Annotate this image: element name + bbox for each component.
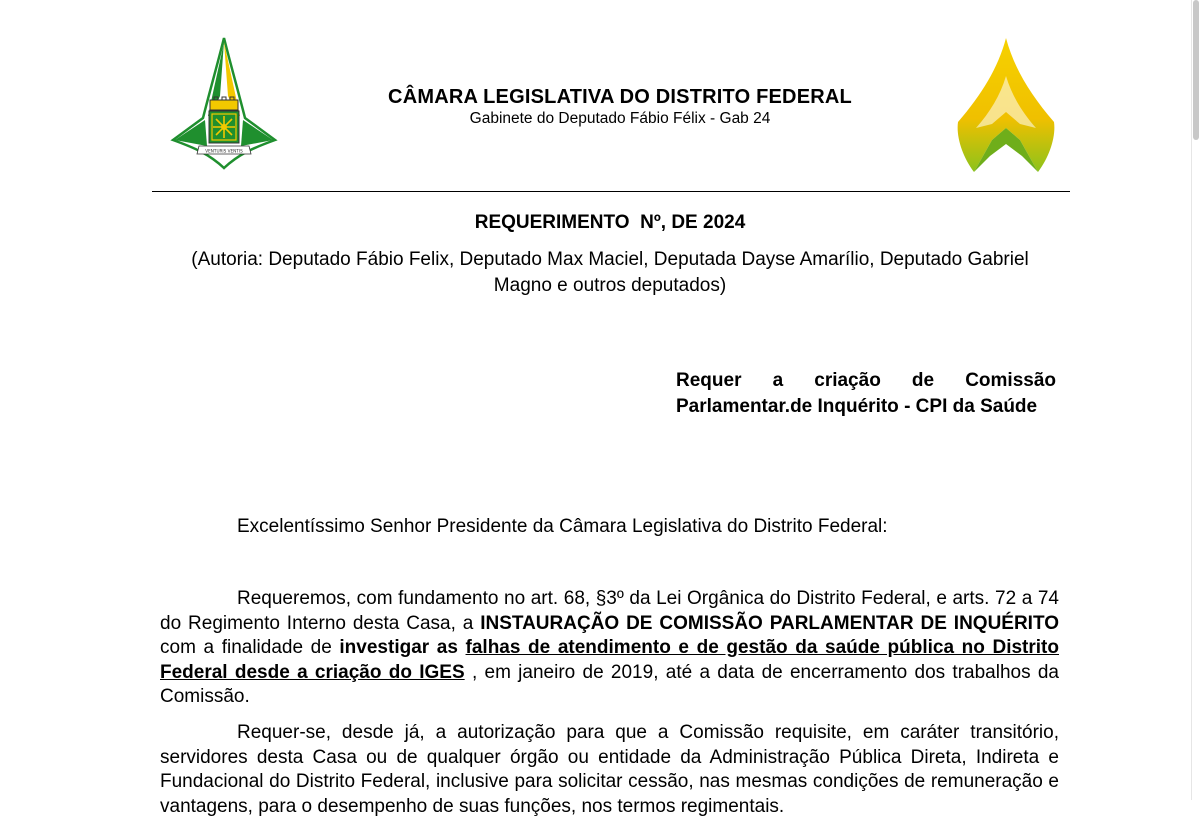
p1-bold-instauracao: INSTAURAÇÃO DE COMISSÃO PARLAMENTAR DE INQUÉRITO [480,612,1060,634]
document-title: REQUERIMENTO Nº, DE 2024 [474,212,746,233]
p1-text-3: com a finalidade de [160,637,340,658]
org-title: CÂMARA LEGISLATIVA DO DISTRITO FEDERAL [388,86,852,108]
paragraph-1 [160,587,1059,710]
crest-motto: VENTURIS VENTIS [205,148,243,154]
p1-underline-falhas: falhas de atendimento e de gestão da saúde pública no Distrito Federal desde a criação do IGES [160,637,1059,683]
p1-text-6: , em janeiro de 2019, até a data de encerramento dos trabalhos da Comissão. [160,661,1060,707]
header-divider [152,191,1070,192]
p1-text-1: Requeremos, com fundamento no art. 68, §3º da Lei Orgânica do Distrito Federal, e arts. 72 a 74 do Regimento Interno desta Casa, a [160,588,1059,634]
cldf-logo [952,36,1060,176]
salutation: Excelentíssimo Senhor Presidente da Câmara Legislativa do Distrito Federal: [237,516,888,537]
org-subtitle: Gabinete do Deputado Fábio Félix - Gab 24 [469,110,771,127]
paragraph-2: Requer-se, desde já, a autorização para que a Comissão requisite, em caráter transitório, servidores desta Casa ou de qualquer órgão ou entidade da Administração Pública Direta, Indireta e Fundacional do Distrito Federal, inclusive para solicitar cessão, nas mesmas condições de remuneração e vantagens, para o desempenho de suas funções, nos termos regimentais. [160,722,1059,817]
p1-bold-investigar: investigar as [339,637,466,658]
scrollbar-track[interactable] [1191,0,1200,800]
ementa: Requer a criação de Comissão Parlamentar.de Inquérito - CPI da Saúde [676,370,1056,417]
brasilia-coat-of-arms [165,36,283,170]
scrollbar-thumb[interactable] [1193,0,1199,140]
authors-line: (Autoria: Deputado Fábio Felix, Deputado Max Maciel, Deputada Dayse Amarílio, Deputado Gabriel Magno e outros deputados) [191,249,1029,296]
